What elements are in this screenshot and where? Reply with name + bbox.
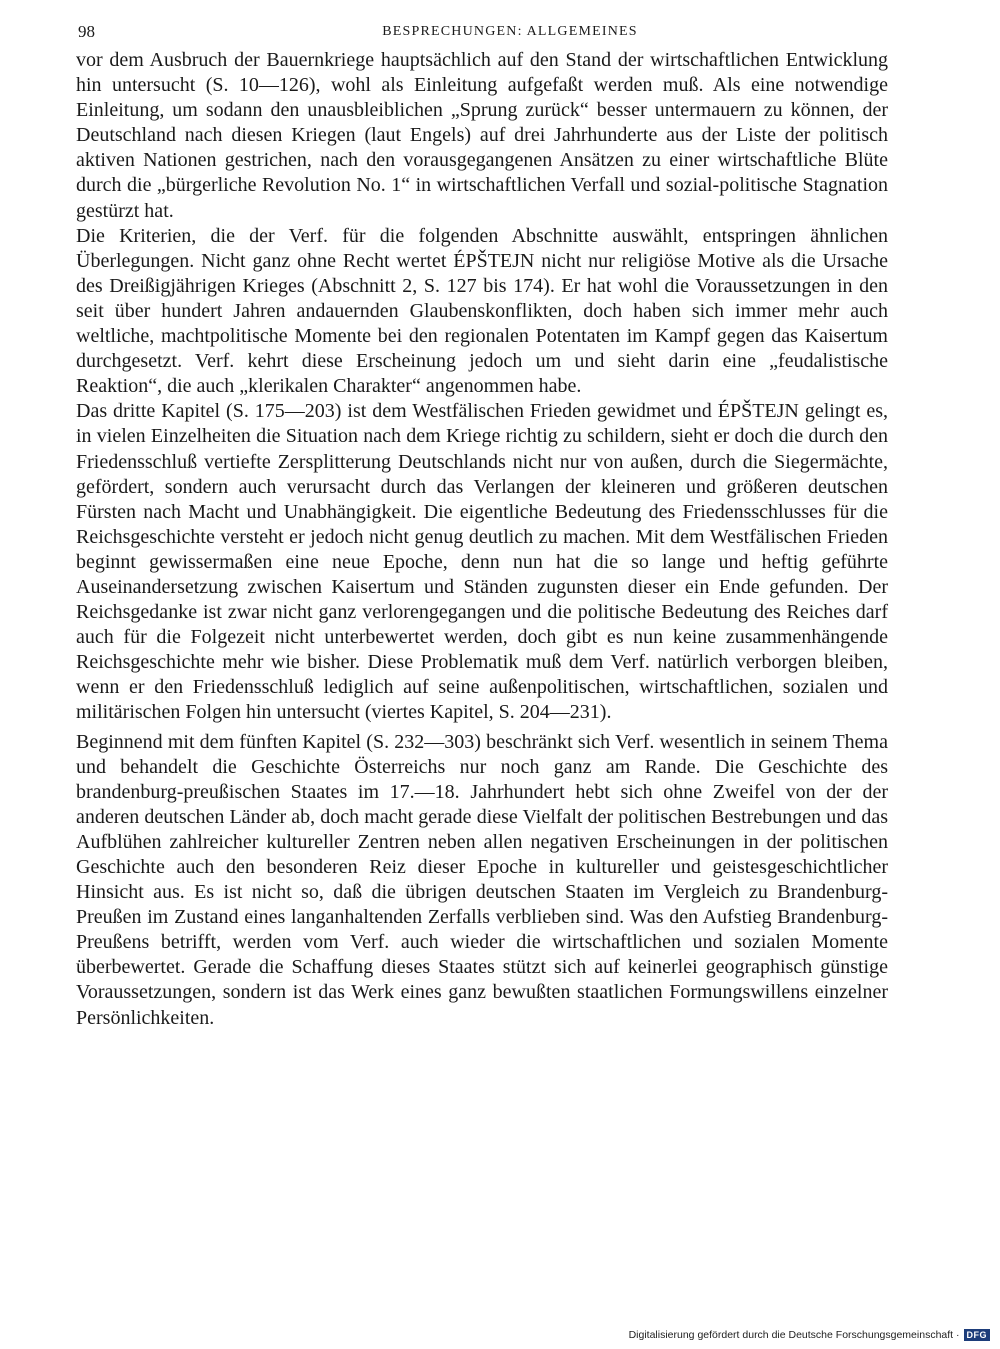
paragraph-3: Das dritte Kapitel (S. 175—203) ist dem Westfälischen Frieden gewidmet und ÉPŠTEJN gelingt es, in vielen Einzelheiten die Situation nach dem Kriege richtig zu schildern, sieht er doch die durch den Friedensschluß vertiefte Zersplitterung Deutschlands nicht nur von außen, durch die Siegermächte, gefördert, sondern auch verursacht durch das Verlangen der kleineren und größeren deutschen Fürsten nach Macht und Unabhängigkeit. Die eigentliche Bedeutung des Friedensschlusses für die Reichsgeschichte versteht er jedoch nicht genug deutlich zu machen. Mit dem Westfälischen Frieden beginnt gewissermaßen eine neue Epoche, denn nun hat die so lange und heftig geführte Auseinandersetzung zwischen Kaisertum und Ständen zugunsten dieser ein Ende gefunden. Der Reichsgedanke ist zwar nicht ganz verlorengegangen und die politische Bedeutung des Reiches darf auch für die Folgezeit nicht unterbewertet werden, doch gibt es nun keine zusammenhängende Reichsgeschichte mehr wie bisher. Diese Problematik muß dem Verf. natürlich verborgen bleiben, wenn er den Friedensschluß lediglich auf seine außenpolitischen, wirtschaftlichen, sozialen und militärischen Folgen hin untersucht (viertes Kapitel, S. 204—231). <box>76 400 888 724</box>
page-number: 98 <box>78 22 95 41</box>
dfg-logo: DFG <box>964 1329 991 1341</box>
paragraph-1: vor dem Ausbruch der Bauernkriege hauptsächlich auf den Stand der wirtschaftlichen Entwicklung hin untersucht (S. 10—126), wohl als Einleitung aufgefaßt werden muß. Als eine notwendige Einleitung, um sodann den unausbleiblichen „Sprung zurück“ besser untermauern zu können, der Deutschland nach diesen Kriegen (laut Engels) auf drei Jahrhunderte aus der Liste der politisch aktiven Nationen gestrichen, nach den vorausgegangenen Ansätzen zu einer wirtschaftliche Blüte durch die „bürgerliche Revolution No. 1“ in wirtschaftlichen Verfall und sozial-politische Stagnation gestürzt hat. <box>76 49 888 222</box>
article-body <box>76 48 888 1031</box>
digitization-footer <box>629 1329 990 1341</box>
running-head: BESPRECHUNGEN: ALLGEMEINES <box>382 24 638 39</box>
footer-text: Digitalisierung gefördert durch die Deutsche Forschungsgemeinschaft · <box>628 1329 960 1341</box>
paragraph-2: Die Kriterien, die der Verf. für die folgenden Abschnitte auswählt, entspringen ähnlichen Überlegungen. Nicht ganz ohne Recht wertet ÉPŠTEJN nicht nur religiöse Motive als die Ursache des Dreißigjährigen Krieges (Abschnitt 2, S. 127 bis 174). Er hat wohl die Voraussetzungen in den seit über hundert Jahren andauernden Glaubenskonflikten, doch haben sich immer mehr auch weltliche, machtpolitische Momente bei den regionalen Potentaten im Kampf gegen das Kaisertum durchgesetzt. Verf. kehrt diese Erscheinung jedoch um und sieht darin eine „feudalistische Reaktion“, die auch „klerikalen Charakter“ angenommen habe. <box>76 224 888 398</box>
paragraph-4: Beginnend mit dem fünften Kapitel (S. 232—303) beschränkt sich Verf. wesentlich in seinem Thema und behandelt die Geschichte Österreichs nur noch ganz am Rande. Die Geschichte des brandenburg-preußischen Staates im 17.—18. Jahrhundert hebt sich ohne Zweifel von der der anderen deutschen Länder ab, doch macht gerade diese Vielfalt der politischen Bestrebungen und das Aufblühen zahlreicher kultureller Zentren neben allen negativen Erscheinungen in der politischen Geschichte auch den besonderen Reiz dieser Epoche in kultureller und geistesgeschichtlicher Hinsicht aus. Es ist nicht so, daß die übrigen deutschen Staaten im Vergleich zu Brandenburg-Preußen im Zustand eines langanhaltenden Zerfalls verblieben sind. Was den Aufstieg Brandenburg-Preußens betrifft, werden vom Verf. auch wieder die wirtschaftlichen und sozialen Momente überbewertet. Gerade die Schaffung dieses Staates stützt sich auf keinerlei geographisch günstige Voraussetzungen, sondern ist das Werk eines ganz bewußten staatlichen Formungswillens einzelner Persönlichkeiten. <box>76 730 888 1029</box>
